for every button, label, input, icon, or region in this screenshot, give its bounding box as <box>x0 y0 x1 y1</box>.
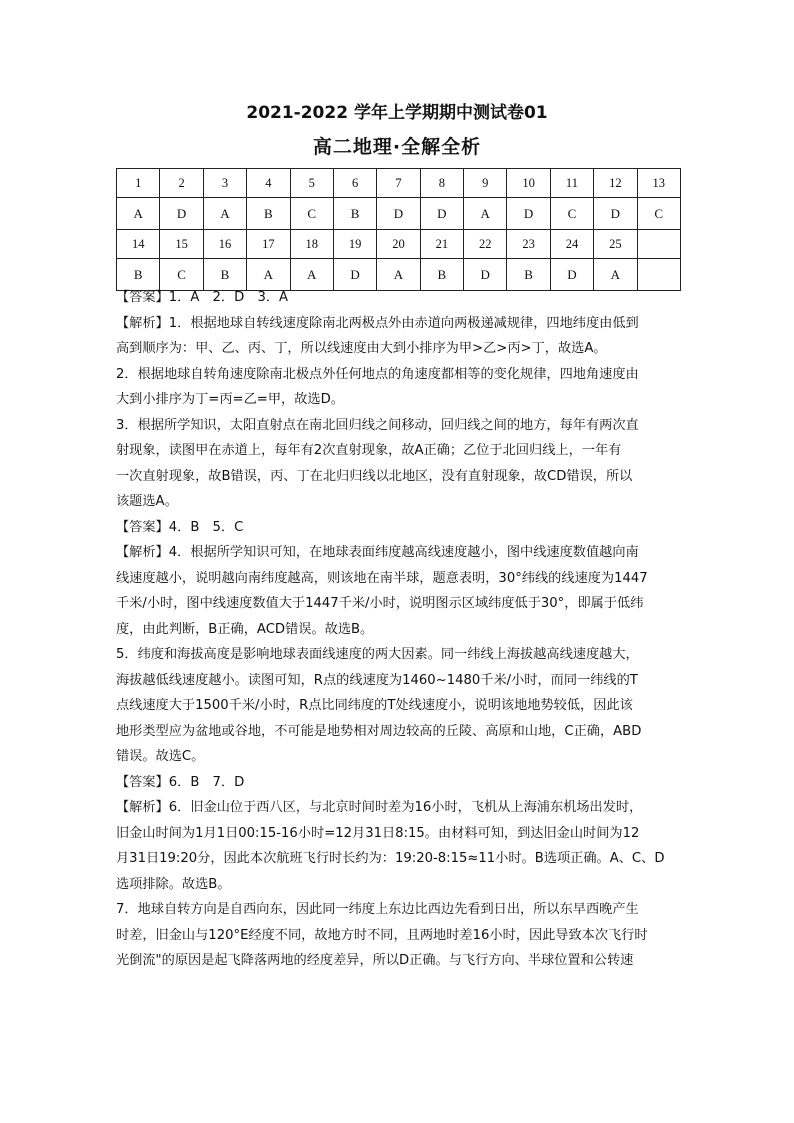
question-number-cell: 1 <box>117 169 160 198</box>
question-number-cell: 24 <box>550 230 593 259</box>
text-line: 海拔越低线速度越小。读图可知，R点的线速度为1460~1480千米/小时，而同一纬线的T <box>116 672 638 688</box>
question-number-cell: 5 <box>290 169 333 198</box>
table-row <box>117 198 681 230</box>
text-line: 【解析】4．根据所学知识可知，在地球表面纬度越高线速度越小，图中线速度数值越向南 <box>116 545 639 560</box>
answer-letter-cell: B <box>247 198 290 230</box>
text-line: 7．地球自转方向是自西向东，因此同一纬度上东边比西边先看到日出，所以东早西晚产生 <box>116 902 639 917</box>
question-number-cell: 16 <box>203 230 246 259</box>
question-number-cell: 15 <box>160 230 203 259</box>
answer-letter-cell: D <box>420 198 463 230</box>
text-line: 3．根据所学知识，太阳直射点在南北回归线之间移动，回归线之间的地方，每年有两次直 <box>116 417 639 433</box>
question-number-cell: 3 <box>203 169 246 198</box>
text-line: 点线速度大于1500千米/小时，R点比同纬度的T处线速度小，说明该地地势较低，因此该 <box>116 698 633 713</box>
answer-letter-cell: B <box>203 259 246 291</box>
question-number-cell: 25 <box>594 230 637 259</box>
text-line: 月31日19:20分，因此本次航班飞行时长约为：19:20-8:15≈11小时。B选项正确。A、C、D <box>116 851 665 866</box>
text-line: 【答案】4．B 5．C <box>116 519 244 535</box>
question-number-cell: 7 <box>377 169 420 198</box>
question-number-cell: 9 <box>464 169 507 198</box>
text-line: 2．根据地球自转角速度除南北极点外任何地点的角速度都相等的变化规律，四地角速度由 <box>116 366 639 382</box>
text-line: 一次直射现象，故B错误，丙、丁在北归归线以北地区，没有直射现象，故CD错误，所以 <box>116 468 633 484</box>
question-number-cell: 13 <box>637 169 681 198</box>
exam-subtitle: 高二地理·全解全析 <box>312 136 482 158</box>
question-number-cell: 11 <box>550 169 593 198</box>
text-line: 大到小排序为丁=丙=乙=甲，故选D。 <box>116 392 344 407</box>
answer-letter-cell: B <box>420 259 463 291</box>
answer-letter-cell: C <box>160 259 203 291</box>
answer-letter-cell: D <box>377 198 420 230</box>
text-line: 旧金山时间为1月1日00:15-16小时=12月31日8:15。由材料可知，到达旧金山时间为12 <box>116 825 640 841</box>
question-number-cell: 10 <box>507 169 550 198</box>
question-number-cell: 2 <box>160 169 203 198</box>
text-line: 【解析】1．根据地球自转线速度除南北两极点外由赤道向两极递减规律，四地纬度由低到 <box>116 315 639 331</box>
text-line: 光倒流"的原因是起飞降落两地的经度差异，所以D正确。与飞行方向、半球位置和公转速 <box>116 953 634 968</box>
answer-letter-cell: B <box>117 259 160 291</box>
question-number-cell: 17 <box>247 230 290 259</box>
text-line: 地形类型应为盆地或谷地，不可能是地势相对周边较高的丘陵、高原和山地，C正确，ABD <box>116 723 642 739</box>
question-number-cell: 20 <box>377 230 420 259</box>
answer-letter-cell: D <box>594 198 637 230</box>
answer-letter-cell: A <box>594 259 637 291</box>
answer-table <box>116 168 681 291</box>
text-line: 线速度越小，说明越向南纬度越高，则该地在南半球，题意表明，30°纬线的线速度为1447 <box>116 570 648 586</box>
question-number-cell: 12 <box>594 169 637 198</box>
text-line: 【答案】6．B 7．D <box>116 774 245 790</box>
answer-letter-cell: A <box>464 198 507 230</box>
answer-letter-cell: D <box>550 259 593 291</box>
text-line: 千米/小时，图中线速度数值大于1447千米/小时，说明图示区域纬度低于30°，即属于低纬 <box>116 596 644 611</box>
answer-letter-cell: B <box>507 259 550 291</box>
answer-letter-cell: C <box>637 198 681 230</box>
question-number-cell: 14 <box>117 230 160 259</box>
text-line: 【解析】6．旧金山位于西八区，与北京时间时差为16小时，飞机从上海浦东机场出发时， <box>116 800 643 815</box>
answer-letter-cell: C <box>550 198 593 230</box>
exam-title: 2021-2022 学年上学期期中测试卷01 <box>246 103 548 123</box>
table-row <box>117 169 681 198</box>
question-number-cell: 21 <box>420 230 463 259</box>
text-line: 5．纬度和海拔高度是影响地球表面线速度的两大因素。同一纬线上海拔越高线速度越大， <box>116 647 639 662</box>
answer-letter-cell: A <box>247 259 290 291</box>
question-number-cell: 18 <box>290 230 333 259</box>
answer-letter-cell: C <box>290 198 333 230</box>
answer-letter-cell: A <box>377 259 420 291</box>
text-line: 高到顺序为：甲、乙、丙、丁，所以线速度由大到小排序为甲>乙>丙>丁，故选A。 <box>116 341 607 356</box>
question-number-cell: 22 <box>464 230 507 259</box>
analysis-text <box>116 285 690 974</box>
answer-letter-cell: D <box>507 198 550 230</box>
question-number-cell: 8 <box>420 169 463 198</box>
text-line: 射现象，读图甲在赤道上，每年有2次直射现象，故A正确；乙位于北回归线上，一年有 <box>116 443 622 458</box>
answer-letter-cell: A <box>117 198 160 230</box>
text-line: 【答案】1．A 2．D 3．A <box>116 290 289 305</box>
answer-letter-cell: A <box>290 259 333 291</box>
answer-letter-cell: D <box>464 259 507 291</box>
text-line: 该题选A。 <box>116 494 178 509</box>
answer-letter-cell: B <box>333 198 376 230</box>
table-row <box>117 230 681 259</box>
answer-letter-cell: D <box>333 259 376 291</box>
question-number-cell: 4 <box>247 169 290 198</box>
text-line: 时差，旧金山与120°E经度不同，故地方时不同，且两地时差16小时，因此导致本次飞行时 <box>116 927 648 943</box>
text-line: 度，由此判断，B正确，ACD错误。故选B。 <box>116 621 374 637</box>
question-number-cell: 23 <box>507 230 550 259</box>
answer-letter-cell: A <box>203 198 246 230</box>
answer-letter-cell: D <box>160 198 203 230</box>
question-number-cell: 6 <box>333 169 376 198</box>
text-line: 错误。故选C。 <box>116 749 205 764</box>
question-number-cell <box>637 230 681 259</box>
text-line: 选项排除。故选B。 <box>116 876 231 892</box>
question-number-cell: 19 <box>333 230 376 259</box>
